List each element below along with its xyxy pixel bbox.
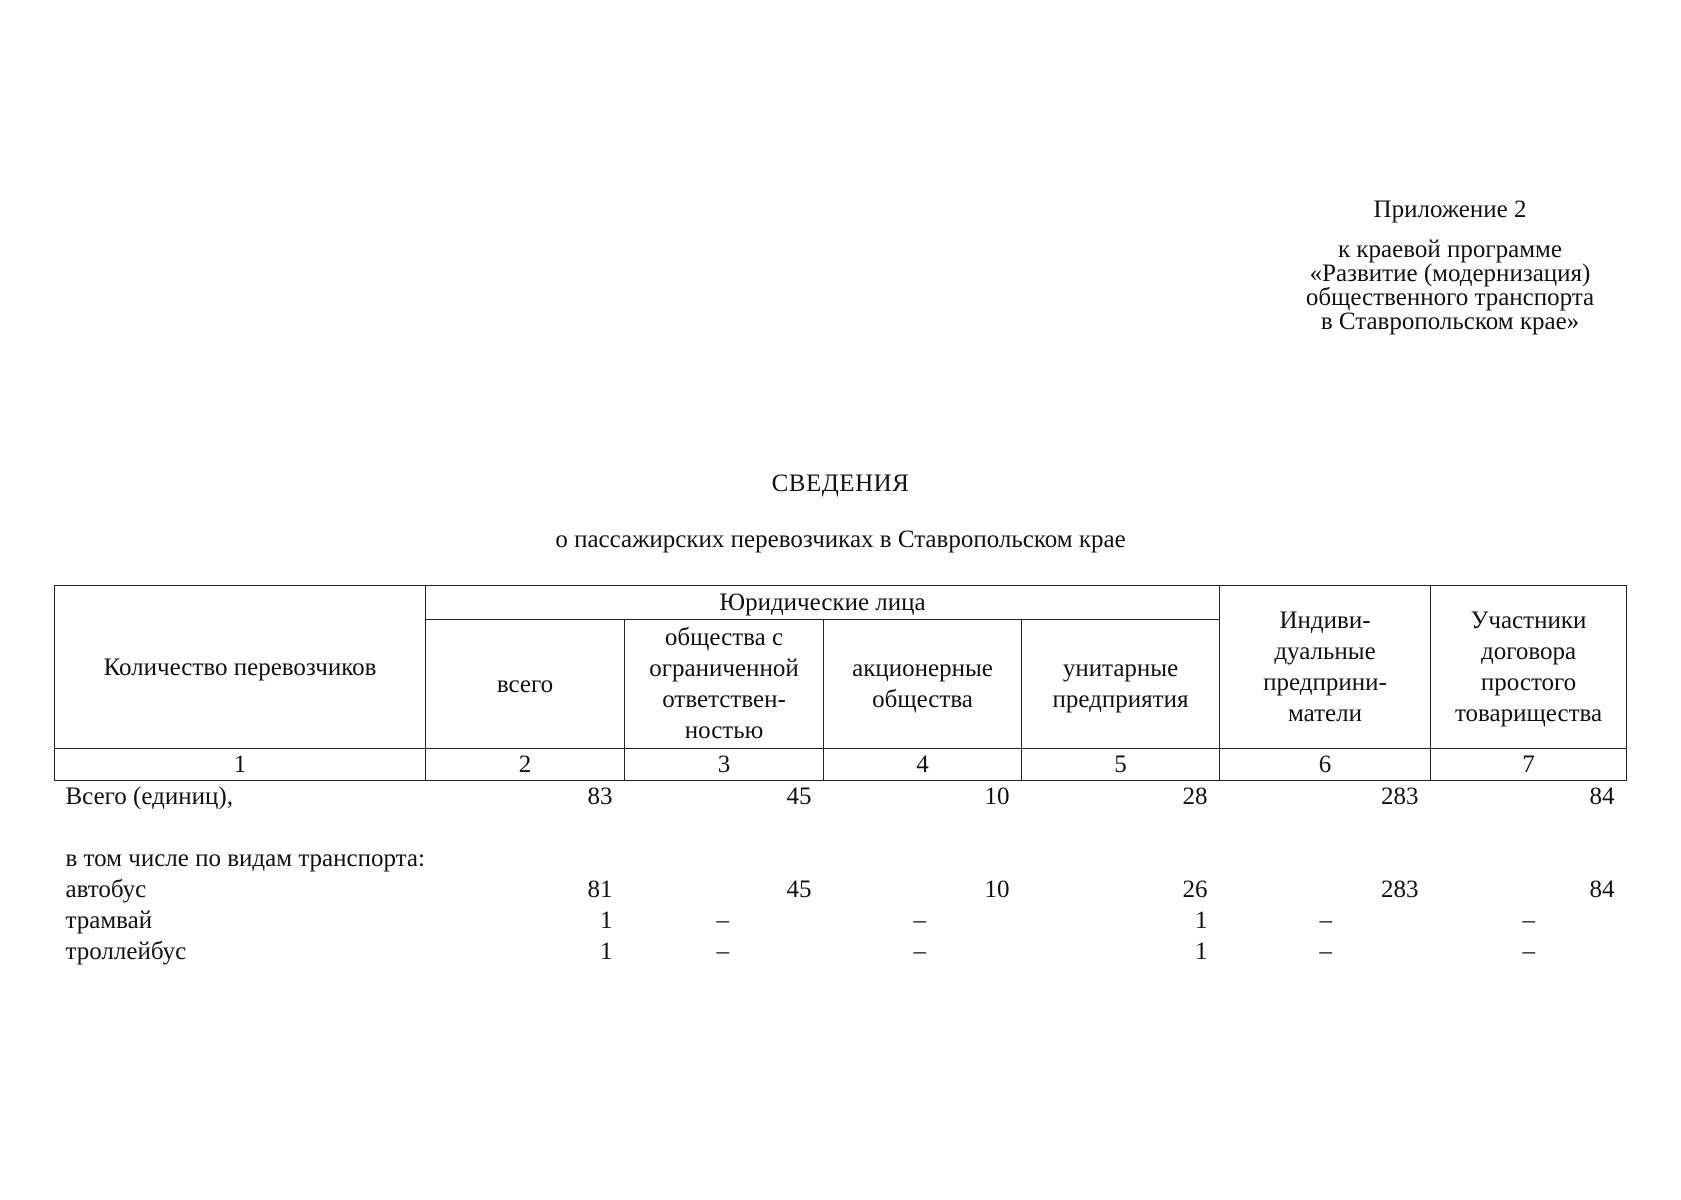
appendix-block (1290, 198, 1610, 334)
column-number: 4 (824, 749, 1022, 781)
column-number: 6 (1220, 749, 1431, 781)
row-label (55, 812, 426, 843)
appendix-title: Приложение 2 (1373, 196, 1527, 223)
cell-individual: – (1319, 938, 1333, 965)
table-row (55, 843, 1627, 874)
appendix-line: к краевой программе (1338, 236, 1562, 263)
document-subtitle: о пассажирских перевозчиках в Ставропольском крае (555, 526, 1126, 553)
header-row-top (55, 586, 1627, 620)
cell-partnership: 84 (1589, 876, 1615, 903)
cell-partnership: 84 (1589, 783, 1615, 810)
appendix-line: «Развитие (модернизация) (1309, 260, 1591, 287)
cell-partnership: – (1522, 938, 1536, 965)
header-carriers-count: Количество перевозчиков (55, 586, 426, 749)
cell-total: 1 (600, 907, 613, 934)
table-row (55, 781, 1627, 813)
cell-unitary: 28 (1182, 783, 1208, 810)
table-row (55, 936, 1627, 967)
column-number: 7 (1431, 749, 1627, 781)
row-label: в том числе по видам транспорта: (65, 845, 425, 872)
cell-unitary: 1 (1195, 907, 1208, 934)
column-number: 3 (625, 749, 824, 781)
row-label: трамвай (65, 907, 153, 934)
cell-individual: 283 (1381, 783, 1419, 810)
cell-empty (824, 812, 1022, 843)
cell-joint-stock: – (913, 907, 926, 934)
document-title: СВЕДЕНИЯ (771, 470, 910, 497)
cell-individual: – (1319, 907, 1333, 934)
table-row (55, 874, 1627, 905)
cell-empty (1431, 812, 1627, 843)
cell-unitary: 26 (1182, 876, 1208, 903)
appendix-line: в Ставропольском крае» (1320, 308, 1580, 335)
row-label: Всего (единиц), (65, 783, 233, 810)
header-legal-entities: Юридические лица (426, 586, 1220, 620)
column-number: 1 (55, 749, 426, 781)
appendix-line: общественного транспорта (1305, 284, 1595, 311)
column-number: 5 (1022, 749, 1220, 781)
cell-llc: 45 (786, 783, 812, 810)
row-label: троллейбус (65, 938, 187, 965)
cell-total: 81 (587, 876, 613, 903)
header-unitary: унитарные предприятия (1022, 620, 1220, 749)
column-number: 2 (426, 749, 625, 781)
table-row-spacer (55, 812, 1627, 843)
cell-llc: – (716, 907, 729, 934)
header-individual-entrepreneurs: Индиви-дуальные предприни-матели (1220, 586, 1431, 749)
cell-joint-stock: – (913, 938, 926, 965)
carriers-table (54, 585, 1627, 967)
cell-unitary: 1 (1195, 938, 1208, 965)
cell-joint-stock: 10 (984, 876, 1010, 903)
cell-empty (1220, 812, 1431, 843)
cell-partnership: – (1522, 907, 1536, 934)
cell-llc: – (716, 938, 729, 965)
cell-llc: 45 (786, 876, 812, 903)
table-row (55, 905, 1627, 936)
row-label: автобус (65, 876, 147, 903)
cell-empty (625, 812, 824, 843)
cell-joint-stock: 10 (984, 783, 1010, 810)
cell-empty (426, 812, 625, 843)
cell-individual: 283 (1381, 876, 1419, 903)
cell-total: 1 (600, 938, 613, 965)
header-llc: общества с ограниченной ответствен-ностью (625, 620, 824, 749)
header-total: всего (426, 620, 625, 749)
cell-empty (1022, 812, 1220, 843)
header-joint-stock: акционерные общества (824, 620, 1022, 749)
column-number-row (55, 749, 1627, 781)
cell-total: 83 (587, 783, 613, 810)
header-partnership-participants: Участники договора простого товарищества (1431, 586, 1627, 749)
